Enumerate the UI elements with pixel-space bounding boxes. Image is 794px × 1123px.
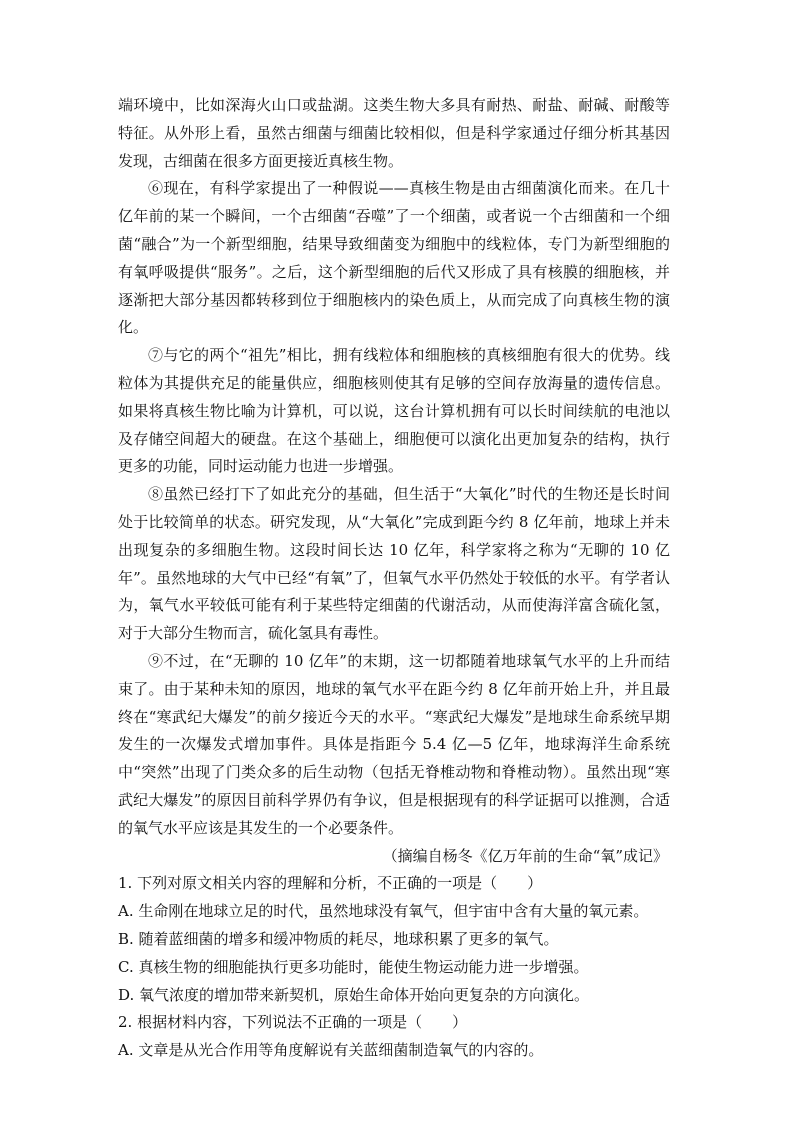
question-2-option-a: A. 文章是从光合作用等角度解说有关蓝细菌制造氧气的内容的。 (118, 1041, 544, 1060)
question-1-option-b: B. 随着蓝细菌的增多和缓冲物质的耗尽，地球积累了更多的氧气。 (118, 929, 559, 948)
question-1-option-a: A. 生命刚在地球立足的时代，虽然地球没有氧气，但宇宙中含有大量的氧元素。 (118, 902, 649, 921)
question-2 (118, 1009, 670, 1065)
question-2-title: 2. 根据材料内容，下列说法不正确的一项是（ ） (118, 1013, 468, 1032)
paragraph-7: ⑦与它的两个“祖先”相比，拥有线粒体和细胞核的真核细胞有很大的优势。线粒体为其提供充足的能量供应，细胞核则使其有足够的空间存放海量的遗传信息。如果将真核生物比喻为计算机，可以说，这台计算机拥有可以长时间续航的电池以及存储空间超大的硬盘。在这个基础上，细胞便可以演化出更加复杂的结构，执行更多的功能，同时运动能力也进一步增强。 (118, 346, 670, 476)
source-citation: （摘编自杨冬《亿万年前的生命“氧”成记》 (382, 846, 668, 865)
paragraph-6: ⑥现在，有科学家提出了一种假说——真核生物是由古细菌演化而来。在几十亿年前的某一个瞬间，一个古细菌“吞噬”了一个细菌，或者说一个古细菌和一个细菌“融合”为一个新型细胞，结果导致细菌变为细胞中的线粒体，专门为新型细胞的有氧呼吸提供“服务”。之后，这个新型细胞的后代又形成了具有核膜的细胞核，并逐渐把大部分基因都转移到位于细胞核内的染色质上，从而完成了向真核生物的演化。 (118, 179, 670, 337)
paragraph-continued: 端环境中，比如深海火山口或盐湖。这类生物大多具有耐热、耐盐、耐碱、耐酸等特征。从外形上看，虽然古细菌与细菌比较相似，但是科学家通过仔细分析其基因发现，古细菌在很多方面更接近真核生物。 (118, 96, 670, 170)
question-1 (118, 870, 670, 1009)
question-1-option-c: C. 真核生物的细胞能执行更多功能时，能使生物运动能力进一步增强。 (118, 957, 589, 976)
paragraph-8: ⑧虽然已经打下了如此充分的基础，但生活于“大氧化”时代的生物还是长时间处于比较简单的状态。研究发现，从“大氧化”完成到距今约 8 亿年前，地球上并未出现复杂的多细胞生物。这段时间长达 10 亿年，科学家将之称为“无聊的 10 亿年”。虽然地球的大气中已经“有氧”了，但氧气水平仍然处于较低的水平。有学者认为，氧气水平较低可能有利于某些特定细菌的代谢活动，从而使海洋富含硫化氢，对于大部分生物而言，硫化氢具有毒性。 (118, 485, 670, 643)
question-1-title: 1. 下列对原文相关内容的理解和分析，不正确的一项是（ ） (118, 874, 543, 893)
document-page (118, 92, 670, 1065)
paragraph-9: ⑨不过，在“无聊的 10 亿年”的末期，这一切都随着地球氧气水平的上升而结束了。由于某种未知的原因，地球的氧气水平在距今约 8 亿年前开始上升，并且最终在“寒武纪大爆发”的前夕接近今天的水平。“寒武纪大爆发”是地球生命系统早期发生的一次爆发式增加事件。具体是指距今 5.4 亿—5 亿年，地球海洋生命系统中“突然”出现了门类众多的后生动物（包括无脊椎动物和脊椎动物）。虽然出现“寒武纪大爆发”的原因目前科学界仍有争议，但是根据现有的科学证据可以推测，合适的氧气水平应该是其发生的一个必要条件。 (118, 651, 670, 837)
question-1-option-d: D. 氧气浓度的增加带来新契机，原始生命体开始向更复杂的方向演化。 (118, 985, 590, 1004)
